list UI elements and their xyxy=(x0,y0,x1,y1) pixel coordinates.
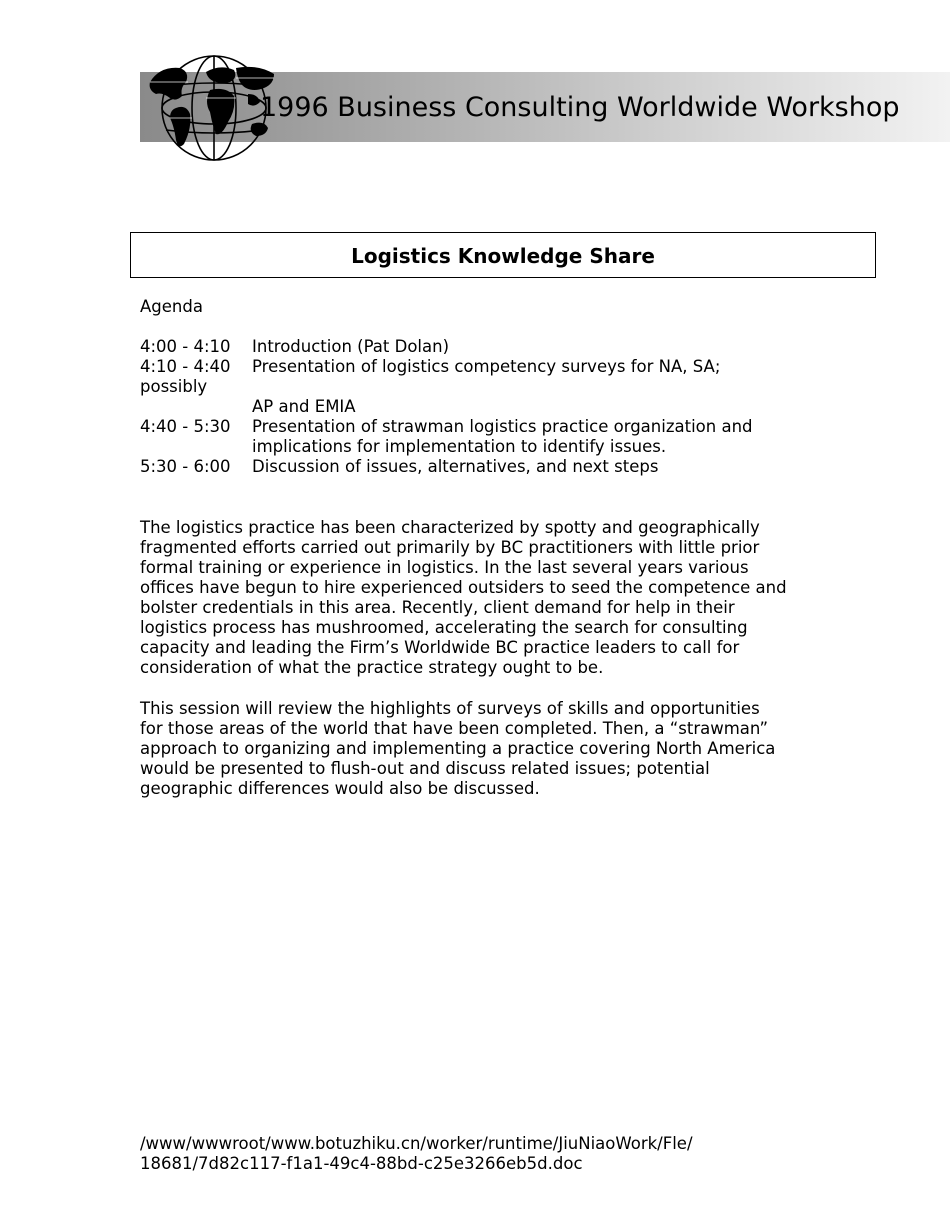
paragraph-line: consideration of what the practice strategy ought to be. xyxy=(140,658,604,677)
agenda-item-text: AP and EMIA xyxy=(252,397,356,416)
paragraph-line: The logistics practice has been characterized by spotty and geographically xyxy=(140,518,760,537)
paragraph-line: bolster credentials in this area. Recently, client demand for help in their xyxy=(140,598,735,617)
agenda-time: 4:00 - 4:10 xyxy=(140,337,231,356)
paragraph-line: logistics process has mushroomed, accelerating the search for consulting xyxy=(140,618,748,637)
footer-path-line-1: /www/wwwroot/www.botuzhiku.cn/worker/runtime/JiuNiaoWork/Fle/ xyxy=(140,1134,693,1153)
agenda-item-text: Discussion of issues, alternatives, and next steps xyxy=(252,457,659,476)
agenda-item-text: implications for implementation to identify issues. xyxy=(252,437,667,456)
agenda-item-text: Introduction (Pat Dolan) xyxy=(252,337,450,356)
paragraph-line: for those areas of the world that have been completed. Then, a “strawman” xyxy=(140,719,769,738)
agenda-item-text: Presentation of strawman logistics practice organization and xyxy=(252,417,753,436)
paragraph-line: formal training or experience in logistics. In the last several years various xyxy=(140,558,749,577)
paragraph-line: fragmented efforts carried out primarily by BC practitioners with little prior xyxy=(140,538,760,557)
agenda-heading: Agenda xyxy=(140,297,203,316)
session-title: Logistics Knowledge Share xyxy=(351,244,655,268)
agenda-time: 4:40 - 5:30 xyxy=(140,417,231,436)
paragraph-line: geographic differences would also be discussed. xyxy=(140,779,540,798)
globe-icon xyxy=(140,52,276,164)
paragraph-line: approach to organizing and implementing a practice covering North America xyxy=(140,739,776,758)
footer-path-line-2: 18681/7d82c117-f1a1-49c4-88bd-c25e3266eb5d.doc xyxy=(140,1154,583,1173)
agenda-time: 5:30 - 6:00 xyxy=(140,457,231,476)
agenda-time: 4:10 - 4:40 xyxy=(140,357,231,376)
session-title-box xyxy=(130,232,876,278)
agenda-item-text: possibly xyxy=(140,377,208,396)
paragraph-line: capacity and leading the Firm’s Worldwide BC practice leaders to call for xyxy=(140,638,740,657)
paragraph-line: would be presented to flush-out and discuss related issues; potential xyxy=(140,759,710,778)
paragraph-line: offices have begun to hire experienced outsiders to seed the competence and xyxy=(140,578,787,597)
agenda-item-text: Presentation of logistics competency surveys for NA, SA; xyxy=(252,357,721,376)
paragraph-line: This session will review the highlights of surveys of skills and opportunities xyxy=(140,699,760,718)
workshop-title: 1996 Business Consulting Worldwide Workshop xyxy=(260,92,900,123)
